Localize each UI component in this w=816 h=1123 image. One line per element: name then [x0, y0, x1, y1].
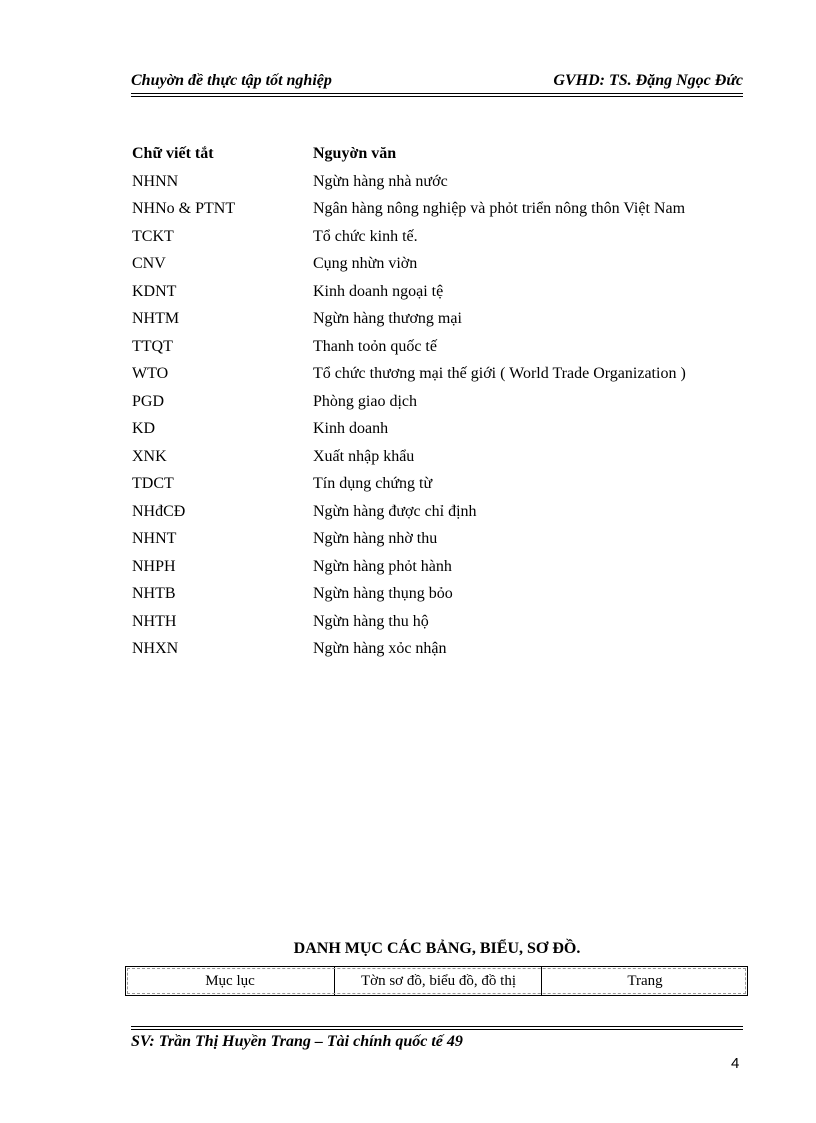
header-advisor: GVHD: TS. Đặng Ngọc Đức — [553, 72, 743, 89]
abbreviation-cell: NHTH — [132, 612, 177, 630]
full-text-cell: Cụng nhừn viờn — [313, 255, 418, 272]
page-footer: SV: Trần Thị Huyền Trang – Tài chính quốc tế 49 — [131, 1033, 463, 1050]
abbreviation-cell: NHNT — [132, 530, 177, 547]
abbreviation-cell: WTO — [132, 365, 169, 382]
full-text-cell: Kinh doanh — [313, 420, 389, 437]
abbreviation-cell: TTQT — [132, 337, 173, 355]
figures-table-header-page: Trang — [541, 967, 748, 995]
full-text-cell: Ngân hàng nông nghiệp và phỏt triển nông thôn Việt Nam — [313, 200, 686, 217]
full-text-cell: Ngừn hàng xỏc nhận — [313, 640, 447, 657]
abbreviation-cell: CNV — [132, 255, 166, 272]
full-text-cell: Tín dụng chứng từ — [313, 475, 433, 492]
page-number: 4 — [731, 1055, 740, 1072]
abbreviation-cell: KD — [132, 420, 156, 437]
abbreviation-column-header: Chữ viết tắt — [132, 145, 214, 162]
full-text-cell: Ngừn hàng thụng bỏo — [313, 585, 453, 602]
full-text-cell: Ngừn hàng nhà nước — [313, 172, 448, 190]
figures-table-header-contents: Mục lục — [205, 973, 255, 989]
full-text-cell: Phòng giao dịch — [313, 392, 417, 410]
abbreviation-cell: XNK — [132, 447, 167, 465]
header-title: Chuyờn đề thực tập tốt nghiệp — [131, 72, 332, 89]
abbreviation-cell: NHNo & PTNT — [132, 200, 236, 217]
page-header — [131, 72, 743, 92]
abbreviation-cell: NHNN — [132, 172, 179, 190]
abbreviation-cell: NHTB — [132, 585, 176, 602]
full-text-cell: Tổ chức thương mại thế giới ( World Trade Organization ) — [313, 365, 686, 382]
full-text-cell: Ngừn hàng được chỉ định — [313, 502, 477, 520]
full-text-column-header: Nguyờn văn — [313, 145, 397, 162]
abbreviation-cell: NHTM — [132, 310, 180, 327]
figures-table-header-name: Tờn sơ đồ, biểu đồ, đồ thị — [334, 967, 542, 995]
full-text-cell: Xuất nhập khẩu — [313, 447, 415, 465]
abbreviation-cell: TCKT — [132, 227, 174, 245]
footer-divider — [131, 1026, 743, 1030]
abbreviation-cell: NHPH — [132, 557, 176, 575]
abbreviation-cell: TDCT — [132, 475, 174, 492]
full-text-cell: Ngừn hàng thương mại — [313, 310, 462, 327]
full-text-cell: Thanh toỏn quốc tế — [313, 337, 437, 355]
abbreviation-cell: NHXN — [132, 640, 179, 657]
figures-table — [125, 966, 748, 996]
abbreviation-cell: PGD — [132, 392, 165, 410]
full-text-cell: Kinh doanh ngoại tệ — [313, 282, 444, 300]
abbreviation-cell: KDNT — [132, 282, 177, 300]
abbreviation-cell: NHđCĐ — [132, 502, 186, 520]
full-text-cell: Ngừn hàng thu hộ — [313, 612, 429, 630]
header-divider — [131, 93, 743, 97]
full-text-cell: Tổ chức kinh tế. — [313, 227, 418, 245]
list-section-title: DANH MỤC CÁC BẢNG, BIỂU, SƠ ĐỒ. — [293, 940, 581, 957]
full-text-cell: Ngừn hàng nhờ thu — [313, 530, 438, 547]
full-text-cell: Ngừn hàng phỏt hành — [313, 557, 452, 575]
